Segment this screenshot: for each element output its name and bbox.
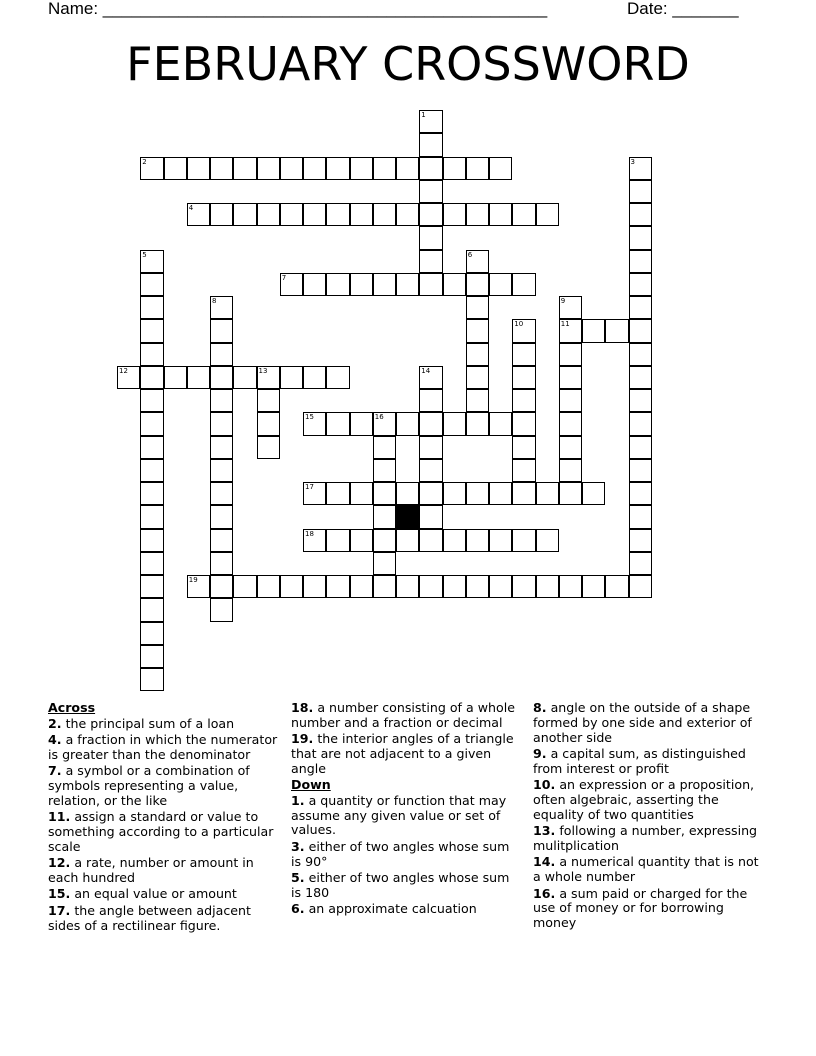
grid-cell[interactable] (326, 366, 349, 389)
grid-cell[interactable] (210, 505, 233, 528)
down-clue-list (291, 794, 523, 917)
grid-cell[interactable] (419, 482, 442, 505)
grid-cell[interactable] (419, 203, 442, 226)
grid-cell[interactable] (140, 319, 163, 342)
grid-cell[interactable] (350, 529, 373, 552)
clue-item-text: an expression or a proposition, often algebraic, asserting the equality of two quantities (533, 777, 755, 822)
grid-cell[interactable] (350, 482, 373, 505)
grid-cell[interactable] (303, 203, 326, 226)
grid-cell[interactable] (140, 412, 163, 435)
grid-cell[interactable] (512, 319, 535, 342)
clue-item (48, 733, 280, 763)
grid-cell[interactable] (326, 529, 349, 552)
grid-cell[interactable] (512, 389, 535, 412)
grid-cell[interactable] (140, 273, 163, 296)
grid-cell[interactable] (396, 412, 419, 435)
grid-cell[interactable] (512, 529, 535, 552)
grid-cell[interactable] (443, 482, 466, 505)
clue-number: 1 (421, 111, 426, 119)
grid-cell[interactable] (140, 645, 163, 668)
grid-cell[interactable] (512, 366, 535, 389)
clue-number: 10 (514, 320, 524, 329)
clue-number: 7 (281, 273, 287, 282)
grid-cell[interactable] (187, 203, 210, 226)
clue-number: 2 (142, 157, 147, 166)
grid-cell[interactable] (210, 482, 233, 505)
grid-cell[interactable] (396, 529, 419, 552)
grid-cell[interactable] (512, 412, 535, 435)
clue-item-text: the angle between adjacent sides of a rectilinear figure. (48, 902, 251, 933)
grid-cell[interactable] (443, 529, 466, 552)
grid-cell[interactable] (140, 296, 163, 319)
grid-cell[interactable] (396, 273, 419, 296)
grid-cell[interactable] (210, 529, 233, 552)
grid-cell[interactable] (419, 389, 442, 412)
grid-cell[interactable] (257, 366, 280, 389)
grid-cell[interactable] (233, 203, 256, 226)
clue-item-number: 18. (291, 700, 314, 715)
grid-cell[interactable] (629, 203, 652, 226)
grid-cell[interactable] (233, 157, 256, 180)
clue-item-text: a symbol or a combination of symbols representing a value, relation, or the like (48, 763, 250, 808)
grid-cell[interactable] (257, 389, 280, 412)
grid-cell[interactable] (140, 529, 163, 552)
grid-cell[interactable] (280, 157, 303, 180)
grid-cell[interactable] (629, 529, 652, 552)
grid-cell[interactable] (605, 319, 628, 342)
grid-cell[interactable] (466, 203, 489, 226)
grid-cell[interactable] (419, 505, 442, 528)
grid-cell[interactable] (466, 529, 489, 552)
grid-cell[interactable] (140, 505, 163, 528)
grid-cell[interactable] (373, 459, 396, 482)
grid-cell[interactable] (489, 575, 512, 598)
grid-cell[interactable] (629, 482, 652, 505)
grid-cell[interactable] (489, 203, 512, 226)
grid-cell[interactable] (466, 343, 489, 366)
grid-cell[interactable] (629, 412, 652, 435)
grid-cell[interactable] (326, 203, 349, 226)
grid-cell[interactable] (326, 575, 349, 598)
grid-cell[interactable] (373, 412, 396, 435)
grid-cell[interactable] (559, 366, 582, 389)
clue-item (291, 701, 523, 731)
grid-cell[interactable] (466, 157, 489, 180)
clue-item (533, 701, 765, 745)
grid-cell[interactable] (559, 459, 582, 482)
clue-item-text: a numerical quantity that is not a whole number (533, 854, 759, 885)
clue-item (533, 887, 765, 931)
grid-cell[interactable] (466, 296, 489, 319)
clue-item (48, 764, 280, 808)
grid-cell[interactable] (303, 575, 326, 598)
clue-item-text: a capital sum, as distinguished from interest or profit (533, 745, 746, 776)
grid-cell[interactable] (140, 436, 163, 459)
down-heading: Down (291, 777, 331, 793)
grid-cell[interactable] (350, 157, 373, 180)
grid-cell[interactable] (257, 575, 280, 598)
clue-number: 9 (560, 297, 566, 305)
grid-cell[interactable] (373, 529, 396, 552)
grid-cell[interactable] (326, 157, 349, 180)
grid-cell[interactable] (629, 505, 652, 528)
clue-item (533, 855, 765, 885)
clue-number: 5 (142, 250, 147, 259)
grid-cell[interactable] (536, 203, 559, 226)
grid-cell[interactable] (466, 273, 489, 296)
grid-cell[interactable] (326, 273, 349, 296)
grid-cell[interactable] (489, 482, 512, 505)
grid-cell[interactable] (140, 575, 163, 598)
clue-item (533, 778, 765, 822)
grid-cell[interactable] (419, 110, 442, 133)
name-field-label[interactable]: Name: _______________________________________________ (48, 0, 548, 18)
clue-number: 15 (305, 413, 314, 422)
grid-cell[interactable] (629, 436, 652, 459)
grid-cell[interactable] (350, 575, 373, 598)
clue-item-text: either of two angles whose sum is 180 (291, 869, 510, 900)
grid-cell[interactable] (280, 273, 303, 296)
clue-item-number: 15. (48, 886, 71, 902)
grid-cell[interactable] (559, 482, 582, 505)
grid-cell[interactable] (489, 412, 512, 435)
clue-item-number: 3. (291, 838, 305, 854)
grid-cell[interactable] (559, 343, 582, 366)
grid-cell[interactable] (326, 412, 349, 435)
grid-cell[interactable] (396, 157, 419, 180)
grid-cell[interactable] (536, 575, 559, 598)
grid-cell[interactable] (559, 296, 582, 319)
clue-column-1 (48, 701, 280, 935)
grid-cell[interactable] (443, 273, 466, 296)
grid-cell[interactable] (512, 273, 535, 296)
grid-cell[interactable] (419, 575, 442, 598)
clue-item-text: either of two angles whose sum is 90° (291, 838, 510, 869)
clue-number: 11 (560, 320, 570, 329)
clue-number: 14 (421, 366, 431, 375)
grid-cell[interactable] (257, 436, 280, 459)
clue-item-number: 6. (291, 901, 305, 917)
page-title: FEBRUARY CROSSWORD (126, 37, 690, 91)
grid-cell[interactable] (303, 366, 326, 389)
grid-cell[interactable] (443, 157, 466, 180)
grid-cell[interactable] (303, 482, 326, 505)
grid-cell[interactable] (629, 250, 652, 273)
grid-cell[interactable] (280, 203, 303, 226)
grid-cell[interactable] (443, 412, 466, 435)
grid-cell[interactable] (373, 552, 396, 575)
clue-item-text: a rate, number or amount in each hundred (48, 855, 254, 885)
grid-cell[interactable] (373, 273, 396, 296)
grid-cell[interactable] (350, 412, 373, 435)
grid-cell[interactable] (605, 575, 628, 598)
grid-cell[interactable] (419, 250, 442, 273)
grid-cell[interactable] (210, 575, 233, 598)
grid-cell[interactable] (466, 366, 489, 389)
grid-cell[interactable] (140, 552, 163, 575)
grid-cell[interactable] (187, 157, 210, 180)
grid-cell[interactable] (536, 529, 559, 552)
grid-cell[interactable] (210, 389, 233, 412)
grid-cell[interactable] (419, 180, 442, 203)
clue-item-number: 9. (533, 745, 547, 761)
grid-cell[interactable] (559, 575, 582, 598)
grid-cell[interactable] (373, 203, 396, 226)
grid-cell[interactable] (419, 529, 442, 552)
grid-cell[interactable] (210, 436, 233, 459)
clue-item-number: 5. (291, 869, 305, 885)
clue-item-text: an equal value or amount (74, 886, 237, 902)
grid-cell[interactable] (512, 459, 535, 482)
clue-item (291, 840, 523, 870)
clue-number: 12 (119, 366, 128, 375)
grid-cell[interactable] (303, 273, 326, 296)
grid-cell[interactable] (512, 575, 535, 598)
clue-item (291, 794, 523, 838)
clue-item-text: a fraction in which the numerator is greater than the denominator (48, 731, 278, 762)
clue-item-number: 10. (533, 777, 556, 793)
grid-cell[interactable] (140, 598, 163, 621)
grid-cell[interactable] (187, 575, 210, 598)
grid-cell[interactable] (419, 133, 442, 156)
grid-cell[interactable] (629, 366, 652, 389)
grid-cell[interactable] (629, 389, 652, 412)
grid-cell[interactable] (396, 203, 419, 226)
grid-cell[interactable] (419, 459, 442, 482)
clue-item-number: 8. (533, 700, 547, 715)
grid-cell[interactable] (373, 436, 396, 459)
clue-item (48, 887, 280, 902)
grid-cell[interactable] (257, 412, 280, 435)
grid-cell[interactable] (489, 529, 512, 552)
grid-cell[interactable] (582, 575, 605, 598)
across-clue-list-continued (291, 701, 523, 777)
date-field-label[interactable]: Date: _______ (627, 0, 739, 18)
grid-cell[interactable] (373, 157, 396, 180)
grid-cell[interactable] (117, 366, 140, 389)
grid-cell[interactable] (280, 575, 303, 598)
clue-item-text: a quantity or function that may assume any given value or set of values. (291, 792, 507, 838)
grid-cell[interactable] (489, 273, 512, 296)
clue-item-number: 13. (533, 823, 556, 839)
grid-cell[interactable] (629, 157, 652, 180)
grid-cell[interactable] (629, 343, 652, 366)
grid-cell[interactable] (303, 529, 326, 552)
clue-item-number: 16. (533, 885, 556, 901)
grid-cell[interactable] (373, 482, 396, 505)
grid-cell[interactable] (629, 459, 652, 482)
grid-cell[interactable] (419, 412, 442, 435)
grid-cell[interactable] (233, 575, 256, 598)
grid-cell[interactable] (210, 412, 233, 435)
clue-item-text: the principal sum of a loan (65, 715, 235, 731)
clue-item-number: 1. (291, 792, 305, 808)
grid-cell[interactable] (629, 273, 652, 296)
grid-cell[interactable] (466, 412, 489, 435)
grid-cell[interactable] (210, 459, 233, 482)
grid-cell[interactable] (303, 412, 326, 435)
clue-item-text: following a number, expressing mulitplication (533, 823, 758, 853)
grid-cell[interactable] (629, 552, 652, 575)
grid-cell[interactable] (187, 366, 210, 389)
grid-cell[interactable] (466, 389, 489, 412)
grid-cell[interactable] (559, 319, 582, 342)
grid-cell[interactable] (629, 296, 652, 319)
across-clue-list (48, 717, 280, 934)
grid-cell[interactable] (210, 366, 233, 389)
grid-cell[interactable] (326, 482, 349, 505)
grid-cell[interactable] (466, 575, 489, 598)
clue-column-3 (533, 701, 765, 933)
down-clue-list-continued (533, 701, 765, 931)
grid-cell[interactable] (210, 157, 233, 180)
grid-cell[interactable] (140, 343, 163, 366)
clue-item-text: a sum paid or charged for the use of money or for borrowing money (533, 885, 748, 931)
clue-item (48, 717, 280, 732)
clue-item-text: an approximate calcuation (308, 901, 477, 917)
clue-item (533, 747, 765, 777)
grid-cell[interactable] (303, 157, 326, 180)
clue-item-number: 14. (533, 854, 556, 870)
clue-item (533, 824, 765, 854)
clue-item-number: 2. (48, 715, 62, 731)
clue-item-text: assign a standard or value to something according to a particular scale (48, 809, 274, 854)
clue-item-text: a number consisting of a whole number and a fraction or decimal (291, 700, 515, 730)
grid-cell[interactable] (466, 319, 489, 342)
clue-number: 18 (305, 529, 314, 538)
clue-item (48, 904, 280, 934)
grid-cell[interactable] (257, 157, 280, 180)
clue-item-number: 11. (48, 809, 71, 825)
clue-item-text: angle on the outside of a shape formed by one side and exterior of another side (533, 700, 752, 745)
grid-cell[interactable] (140, 482, 163, 505)
clue-number: 6 (467, 250, 473, 259)
grid-cell[interactable] (629, 319, 652, 342)
grid-cell[interactable] (419, 436, 442, 459)
grid-cell[interactable] (373, 505, 396, 528)
grid-cell[interactable] (257, 203, 280, 226)
grid-cell[interactable] (280, 366, 303, 389)
clue-item (291, 732, 523, 776)
grid-cell[interactable] (210, 319, 233, 342)
clue-number: 4 (188, 204, 194, 212)
clue-number: 3 (630, 157, 635, 166)
clue-item-number: 19. (291, 731, 314, 747)
grid-cell[interactable] (210, 552, 233, 575)
grid-cell[interactable] (140, 459, 163, 482)
grid-cell[interactable] (419, 273, 442, 296)
grid-cell[interactable] (140, 668, 163, 691)
clue-item-number: 12. (48, 855, 71, 871)
grid-cell[interactable] (140, 157, 163, 180)
grid-cell[interactable] (582, 482, 605, 505)
black-cell (396, 505, 419, 528)
grid-cell[interactable] (396, 575, 419, 598)
grid-cell[interactable] (233, 366, 256, 389)
clue-number: 16 (374, 413, 384, 422)
grid-cell[interactable] (164, 366, 187, 389)
grid-cell[interactable] (164, 157, 187, 180)
grid-cell[interactable] (489, 157, 512, 180)
grid-cell[interactable] (559, 389, 582, 412)
clue-item-number: 4. (48, 731, 62, 747)
grid-cell[interactable] (419, 157, 442, 180)
grid-cell[interactable] (629, 180, 652, 203)
grid-cell[interactable] (512, 343, 535, 366)
grid-cell[interactable] (559, 412, 582, 435)
clue-item (291, 902, 523, 917)
grid-cell[interactable] (350, 273, 373, 296)
across-heading: Across (48, 700, 96, 715)
clue-item-number: 17. (48, 902, 71, 918)
clue-item (48, 856, 280, 886)
grid-cell[interactable] (210, 296, 233, 319)
grid-cell[interactable] (443, 203, 466, 226)
clue-number: 19 (188, 576, 198, 584)
clue-number: 8 (212, 297, 217, 305)
clue-item-number: 7. (48, 763, 62, 779)
grid-cell[interactable] (443, 575, 466, 598)
grid-cell[interactable] (419, 226, 442, 249)
grid-cell[interactable] (536, 482, 559, 505)
grid-cell[interactable] (466, 482, 489, 505)
clue-number: 13 (258, 366, 268, 375)
grid-cell[interactable] (373, 575, 396, 598)
grid-cell[interactable] (210, 203, 233, 226)
clue-number: 17 (305, 483, 314, 491)
grid-cell[interactable] (466, 250, 489, 273)
grid-cell[interactable] (140, 366, 163, 389)
grid-cell[interactable] (629, 226, 652, 249)
grid-cell[interactable] (140, 389, 163, 412)
grid-cell[interactable] (350, 203, 373, 226)
grid-cell[interactable] (559, 436, 582, 459)
grid-cell[interactable] (582, 319, 605, 342)
grid-cell[interactable] (210, 598, 233, 621)
grid-cell[interactable] (512, 436, 535, 459)
clue-item (48, 810, 280, 854)
clue-item-text: the interior angles of a triangle that are not adjacent to a given angle (291, 731, 514, 776)
grid-cell[interactable] (210, 343, 233, 366)
grid-cell[interactable] (140, 250, 163, 273)
clue-item (291, 871, 523, 901)
grid-cell[interactable] (396, 482, 419, 505)
grid-cell[interactable] (512, 203, 535, 226)
grid-cell[interactable] (629, 575, 652, 598)
grid-cell[interactable] (419, 366, 442, 389)
clue-column-2 (291, 701, 523, 919)
grid-cell[interactable] (512, 482, 535, 505)
grid-cell[interactable] (140, 622, 163, 645)
